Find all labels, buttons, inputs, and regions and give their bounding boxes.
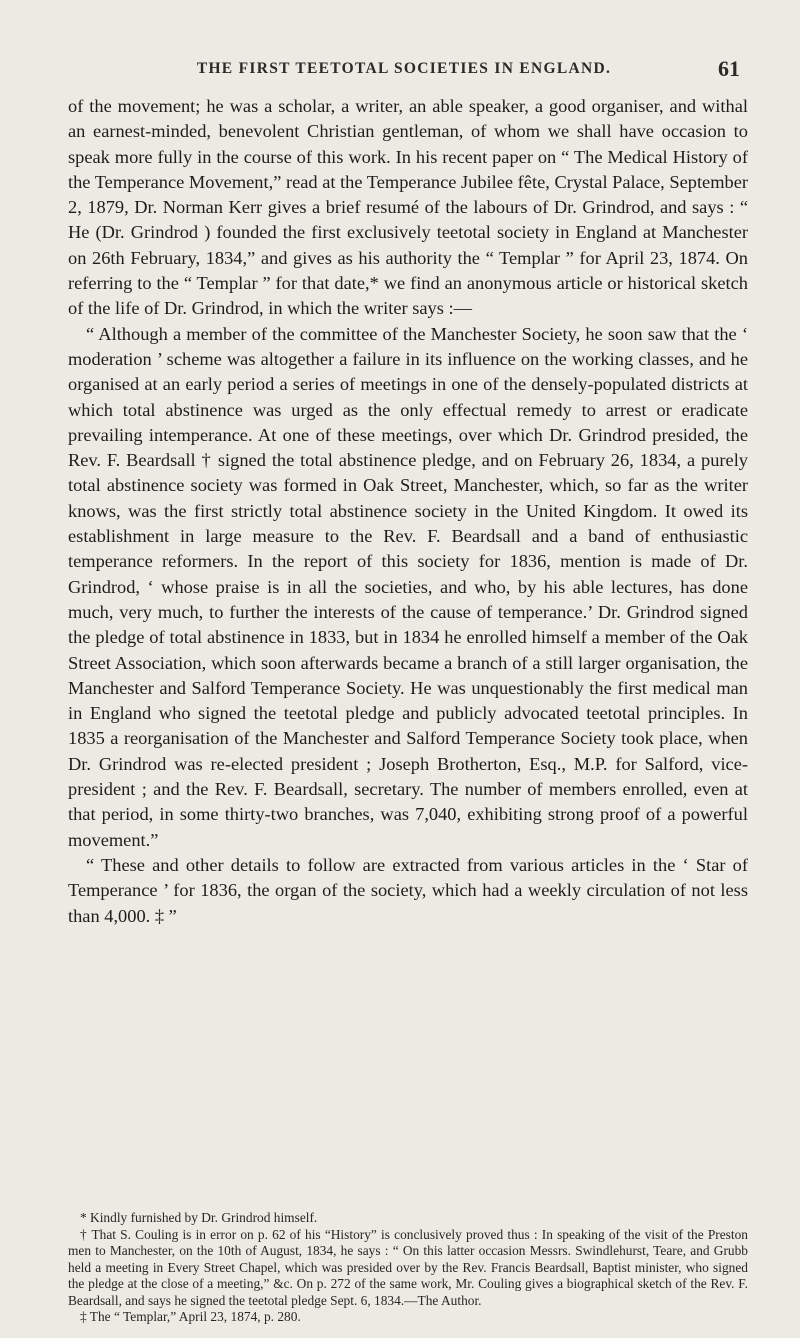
- footnote: * Kindly furnished by Dr. Grindrod himself.: [80, 1210, 318, 1225]
- page-number: 61: [718, 56, 740, 81]
- paragraph: “ Although a member of the committee of the Manchester Society, he soon saw that the ‘ moderation ’ scheme was altogether a failure in its influence on the working classes, and he organised at an early period a series of meetings in one of the densely-populated districts at which total abstinence was urged as the only effectual remedy to arrest or eradicate prevailing intemperance. At one of these meetings, over which Dr. Grindrod presided, the Rev. F. Beardsall † signed the total abstinence pledge, and on February 26, 1834, a purely total abstinence society was formed in Oak Street, Manchester, which, so far as the writer knows, was the first strictly total abstinence society in the United Kingdom. It owed its establishment in large measure to the Rev. F. Beardsall and a band of enthusiastic temperance reformers. In the report of this society for 1836, mention is made of Dr. Grindrod, ‘ whose praise is in all the societies, and who, by his able lectures, has done much, very much, to further the interests of the cause of temperance.’ Dr. Grindrod signed the pledge of total abstinence in 1833, but in 1834 he enrolled himself a member of the Oak Street Association, which soon afterwards became a branch of a still larger organisation, the Manchester and Salford Temperance Society. He was unquestionably the first medical man in England who signed the teetotal pledge and publicly advocated teetotal principles. In 1835 a reorganisation of the Manchester and Salford Temperance Society took place, when Dr. Grindrod was re-elected president ; Joseph Brotherton, Esq., M.P. for Salford, vice-president ; and the Rev. F. Beardsall, secretary. The number of members enrolled, even at that period, in some thirty-two branches, was 7,040, exhibiting strong proof of a powerful movement.”: [68, 323, 748, 850]
- paragraph: of the movement; he was a scholar, a writer, an able speaker, a good organiser, and withal an earnest-minded, benevolent Christian gentleman, of whom we shall have occasion to speak more fully in the course of this work. In his recent paper on “ The Medical History of the Temperance Movement,” read at the Temperance Jubilee fête, Crystal Palace, September 2, 1879, Dr. Norman Kerr gives a brief resumé of the labours of Dr. Grindrod, and says : “ He (Dr. Grindrod ) founded the first exclusively teetotal society in England at Manchester on 26th February, 1834,” and gives as his authority the “ Templar ” for April 23, 1874. On referring to the “ Templar ” for that date,* we find an anonymous article or historical sketch of the life of Dr. Grindrod, in which the writer says :—: [68, 96, 748, 319]
- footnote: † That S. Couling is in error on p. 62 of his “History” is conclusively proved thus : In speaking of the visit of the Preston men to Manchester, on the 10th of August, 1834, he says : “ On this latter occasion Messrs. Swindlehurst, Teare, and Grubb held a meeting in Every Street Chapel, which was presided over by the Rev. Francis Beardsall, Baptist minister, who signed the pledge at the close of a meeting,” &c. On p. 272 of the same work, Mr. Couling gives a biographical sketch of the Rev. F. Beardsall, and says he signed the teetotal pledge Sept. 6, 1834.—The Author.: [68, 1226, 748, 1308]
- paragraph: “ These and other details to follow are extracted from various articles in the ‘ Star of Temperance ’ for 1836, the organ of the society, which had a weekly circulation of not less than 4,000. ‡ ”: [68, 854, 748, 926]
- footnotes: [68, 1210, 748, 1326]
- body-text: [68, 94, 748, 929]
- running-head: THE FIRST TEETOTAL SOCIETIES IN ENGLAND.: [196, 60, 612, 77]
- page-header: [68, 56, 740, 82]
- footnote: ‡ The “ Templar,” April 23, 1874, p. 280.: [80, 1309, 301, 1324]
